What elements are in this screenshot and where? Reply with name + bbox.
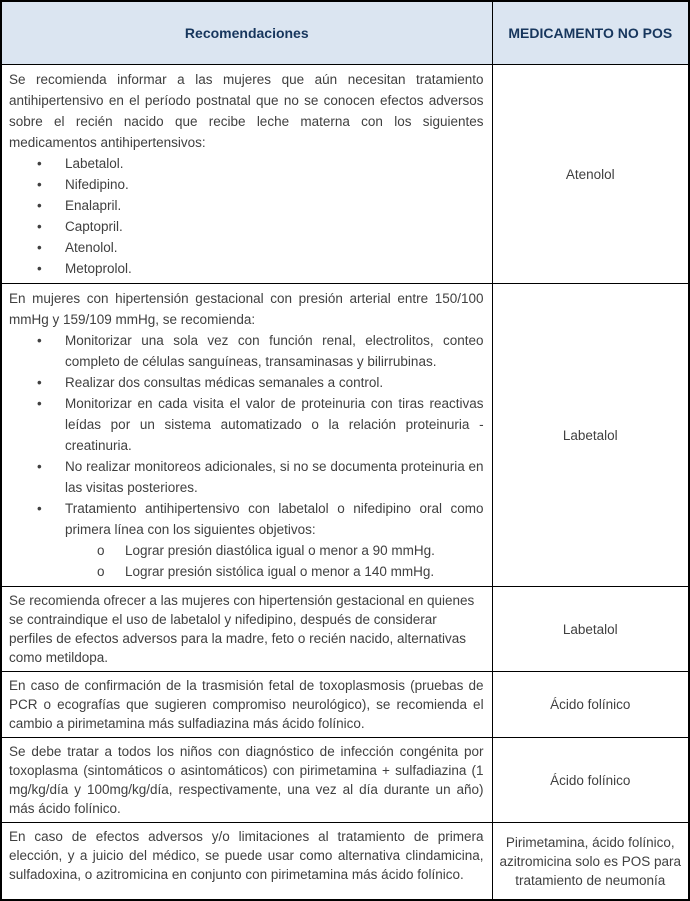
bullet-text: Labetalol. bbox=[65, 156, 124, 171]
bullet-text: Nifedipino. bbox=[65, 177, 129, 192]
bullet-text: Lograr presión sistólica igual o menor a 140 mmHg. bbox=[125, 564, 435, 579]
recommendation-cell bbox=[2, 823, 493, 899]
medication-cell bbox=[493, 284, 688, 586]
bullet-text: Captopril. bbox=[65, 219, 123, 234]
medication-name: Ácido folínico bbox=[550, 772, 631, 788]
medication-name: Ácido folínico bbox=[550, 697, 631, 712]
bullet-text: Metoprolol. bbox=[65, 261, 132, 276]
recommendation-cell bbox=[2, 738, 493, 822]
recommendation-cell bbox=[2, 65, 493, 283]
column-header-medicamento-no-pos: MEDICAMENTO NO POS bbox=[508, 25, 673, 41]
disc-bullet-icon: • bbox=[37, 177, 42, 192]
column-header-recomendaciones: Recomendaciones bbox=[2, 2, 493, 64]
bullet-list-item bbox=[9, 258, 484, 279]
medication-name: Labetalol bbox=[562, 621, 618, 637]
bullet-text: Monitorizar una sola vez con función renal, electrolitos, conteo completo de células sanguíneas, transaminasas y bilirrubinas. bbox=[65, 333, 484, 369]
bullet-list-item bbox=[9, 330, 484, 372]
medication-name: Atenolol bbox=[565, 166, 615, 182]
bullet-list-item bbox=[9, 174, 484, 195]
circle-bullet-icon: o bbox=[97, 543, 105, 558]
bullet-list-item bbox=[9, 456, 484, 498]
bullet-list-item bbox=[9, 393, 484, 456]
medication-cell bbox=[493, 672, 688, 737]
disc-bullet-icon: • bbox=[37, 156, 42, 171]
recommendation-paragraph: En caso de efectos adversos y/o limitaciones al tratamiento de primera elección, y a juicio del médico, se puede usar como alternativa clindamicina, sulfadoxina, o azitromicina en conjunto con pirimetamina más ácido folínico. bbox=[9, 829, 484, 882]
disc-bullet-icon: • bbox=[37, 375, 42, 390]
medication-cell bbox=[493, 587, 688, 671]
table-header-row bbox=[2, 2, 688, 64]
disc-bullet-icon: • bbox=[37, 198, 42, 213]
disc-bullet-icon: • bbox=[37, 219, 42, 234]
disc-bullet-icon: • bbox=[37, 396, 42, 411]
disc-bullet-icon: • bbox=[37, 240, 42, 255]
medication-cell bbox=[493, 65, 688, 283]
table-row bbox=[2, 283, 688, 586]
bullet-list-item bbox=[9, 195, 484, 216]
disc-bullet-icon: • bbox=[37, 333, 42, 348]
bullet-list-item bbox=[9, 237, 484, 258]
circle-bullet-icon: o bbox=[97, 564, 105, 579]
medication-name: Labetalol bbox=[562, 427, 618, 443]
bullet-text: Enalapril. bbox=[65, 198, 122, 213]
bullet-text: Lograr presión diastólica igual o menor a 90 mmHg. bbox=[125, 543, 435, 558]
recommendation-cell bbox=[2, 284, 493, 586]
table-row bbox=[2, 822, 688, 899]
table-body bbox=[2, 64, 688, 899]
table-row bbox=[2, 671, 688, 737]
bullet-text: Realizar dos consultas médicas semanales a control. bbox=[65, 375, 384, 390]
bullet-list-item bbox=[9, 498, 484, 540]
bullet-text: No realizar monitoreos adicionales, si no se documenta proteinuria en las visitas posteriores. bbox=[65, 459, 484, 495]
recommendation-cell bbox=[2, 587, 493, 671]
disc-bullet-icon: • bbox=[37, 501, 42, 516]
table-row bbox=[2, 737, 688, 822]
table-row bbox=[2, 64, 688, 283]
disc-bullet-icon: • bbox=[37, 261, 42, 276]
recommendation-paragraph: Se recomienda ofrecer a las mujeres con hipertensión gestacional en quienes se contraindique el uso de labetalol y nifedipino, después de considerar perfiles de efectos adversos para la madre, feto o recién nacido, alternativas como metildopa. bbox=[9, 593, 475, 665]
recommendation-paragraph: Se recomienda informar a las mujeres que aún necesitan tratamiento antihipertensivo en el período postnatal que no se conocen efectos adversos sobre el recién nacido que recibe leche materna con los siguientes medicamentos antihipertensivos: bbox=[9, 72, 484, 150]
bullet-text: Atenolol. bbox=[65, 240, 118, 255]
recommendation-paragraph: En mujeres con hipertensión gestacional con presión arterial entre 150/100 mmHg y 159/109 mmHg, se recomienda: bbox=[9, 291, 484, 327]
sub-bullet-list-item bbox=[9, 561, 484, 582]
bullet-list-item bbox=[9, 216, 484, 237]
bullet-text: Monitorizar en cada visita el valor de proteinuria con tiras reactivas leídas por un sistema automatizado o la relación proteinuria - creatinuria. bbox=[65, 396, 484, 453]
bullet-text: Tratamiento antihipertensivo con labetalol o nifedipino oral como primera línea con los siguientes objetivos: bbox=[65, 501, 484, 537]
bullet-list-item bbox=[9, 153, 484, 174]
recommendation-paragraph: En caso de confirmación de la trasmisión fetal de toxoplasmosis (pruebas de PCR o ecografías que sugieren compromiso neurológico), se recomienda el cambio a pirimetamina más sulfadiazina más ácido folínico. bbox=[9, 678, 484, 731]
recommendation-paragraph: Se debe tratar a todos los niños con diagnóstico de infección congénita por toxoplasma (sintomáticos o asintomáticos) con pirimetamina + sulfadiazina (1 mg/kg/día y 100mg/kg/día, respectivamente, una vez al día durante un año) más ácido folínico. bbox=[9, 744, 484, 816]
bullet-list-item bbox=[9, 372, 484, 393]
disc-bullet-icon: • bbox=[37, 459, 42, 474]
medication-cell bbox=[493, 823, 688, 899]
sub-bullet-list-item bbox=[9, 540, 484, 561]
medication-name: Pirimetamina, ácido folínico, azitromicina solo es POS para tratamiento de neumonía bbox=[499, 834, 682, 888]
medication-cell bbox=[493, 738, 688, 822]
table-row bbox=[2, 586, 688, 671]
recommendation-cell bbox=[2, 672, 493, 737]
